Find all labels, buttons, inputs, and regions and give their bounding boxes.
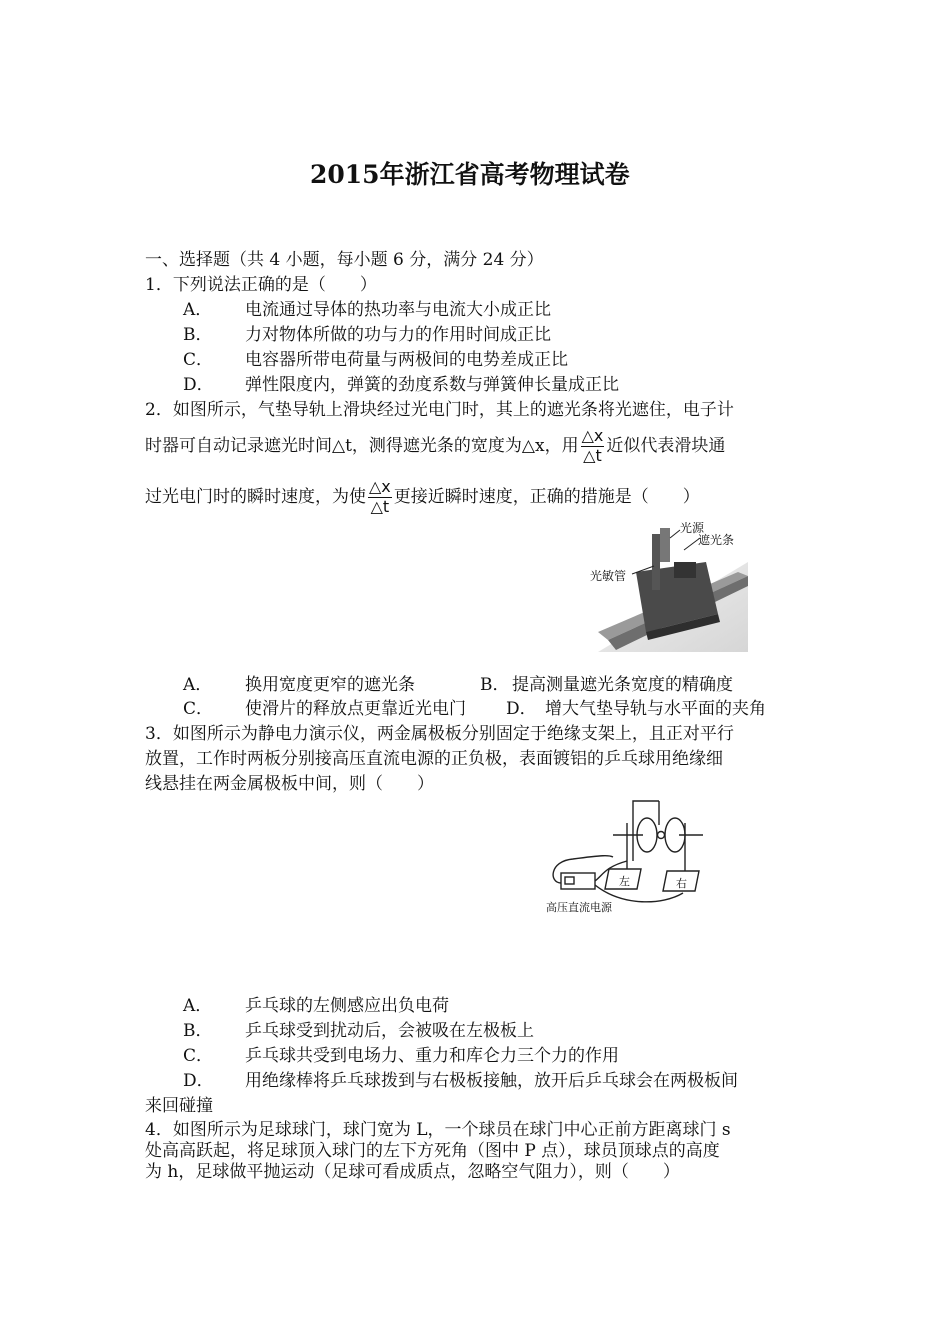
option-letter: D．	[183, 1071, 214, 1091]
fraction-dx-dt	[581, 428, 605, 465]
fraction-denominator: △t	[583, 446, 602, 465]
option-letter: C．	[183, 699, 214, 719]
label-hv-power: 高压直流电源	[546, 901, 612, 914]
q2-line-1: 2．如图所示，气垫导轨上滑块经过光电门时，其上的遮光条将光遮住，电子计	[145, 400, 734, 420]
label-shade-strip: 遮光条	[698, 533, 735, 547]
option-text: 使滑片的释放点更靠近光电门	[245, 699, 466, 719]
q2-line-3	[145, 477, 700, 517]
option-letter: D．	[506, 699, 537, 719]
label-photo-tube: 光敏管	[590, 569, 627, 583]
label-left-plate: 左	[619, 875, 630, 888]
option-text: 用绝缘棒将乒乓球拨到与右极板接触，放开后乒乓球会在两极板间	[245, 1071, 738, 1091]
option-text: 乒乓球共受到电场力、重力和库仑力三个力的作用	[245, 1046, 619, 1066]
label-right-plate: 右	[676, 877, 687, 890]
q4-line-3: 为 h，足球做平抛运动（足球可看成质点，忽略空气阻力），则（ ）	[145, 1162, 680, 1182]
q3-line-2: 放置，工作时两板分别接高压直流电源的正负极，表面镀铝的乒乓球用绝缘细	[145, 749, 723, 769]
q2-text: 近似代表滑块通	[606, 436, 726, 456]
air-track-image	[588, 522, 748, 652]
page-title: 2015年浙江省高考物理试卷	[310, 160, 630, 189]
fraction-numerator: △x	[581, 426, 604, 446]
option-letter: D．	[183, 375, 214, 395]
option-text: 提高测量遮光条宽度的精确度	[512, 675, 733, 695]
option-letter: A．	[183, 996, 213, 1016]
electrostatic-image	[543, 797, 723, 917]
label-light-source: 光源	[680, 522, 705, 535]
air-track-figure	[588, 522, 748, 652]
option-letter: C．	[183, 350, 214, 370]
q3-line-3: 线悬挂在两金属极板中间，则（ ）	[145, 774, 434, 794]
q4-line-2: 处高高跃起，将足球顶入球门的左下方死角（图中 P 点），球员顶球点的高度	[145, 1141, 720, 1161]
option-text: 力对物体所做的功与力的作用时间成正比	[245, 325, 551, 345]
option-text: 电流通过导体的热功率与电流大小成正比	[245, 300, 551, 320]
fraction-dx-dt	[368, 479, 392, 516]
electrostatic-figure	[543, 797, 723, 917]
option-letter: B．	[480, 675, 510, 695]
q2-text: 更接近瞬时速度，正确的措施是（ ）	[393, 487, 700, 507]
option-letter: A．	[183, 675, 213, 695]
option-text: 弹性限度内，弹簧的劲度系数与弹簧伸长量成正比	[245, 375, 619, 395]
q2-line-2	[145, 426, 725, 466]
option-letter: B．	[183, 1021, 213, 1041]
option-text: 电容器所带电荷量与两极间的电势差成正比	[245, 350, 568, 370]
q3-line-1: 3．如图所示为静电力演示仪，两金属极板分别固定于绝缘支架上，且正对平行	[145, 724, 734, 744]
option-letter: A．	[183, 300, 213, 320]
q2-text: 过光电门时的瞬时速度，为使	[145, 487, 366, 507]
q2-text: 时器可自动记录遮光时间△t，测得遮光条的宽度为△x，用	[145, 436, 579, 456]
option-text: 增大气垫导轨与水平面的夹角	[545, 699, 766, 719]
q4-line-1: 4．如图所示为足球球门，球门宽为 L，一个球员在球门中心正前方距离球门 s	[145, 1120, 731, 1140]
option-text: 乒乓球的左侧感应出负电荷	[245, 996, 449, 1016]
option-letter: B．	[183, 325, 213, 345]
fraction-numerator: △x	[369, 477, 391, 497]
q3-option-d-continued: 来回碰撞	[145, 1096, 213, 1116]
q1-stem: 1．下列说法正确的是（ ）	[145, 275, 377, 295]
option-letter: C．	[183, 1046, 214, 1066]
fraction-denominator: △t	[370, 497, 390, 516]
section-heading: 一、选择题（共 4 小题，每小题 6 分，满分 24 分）	[145, 250, 544, 270]
option-text: 换用宽度更窄的遮光条	[245, 675, 415, 695]
option-text: 乒乓球受到扰动后，会被吸在左极板上	[245, 1021, 534, 1041]
